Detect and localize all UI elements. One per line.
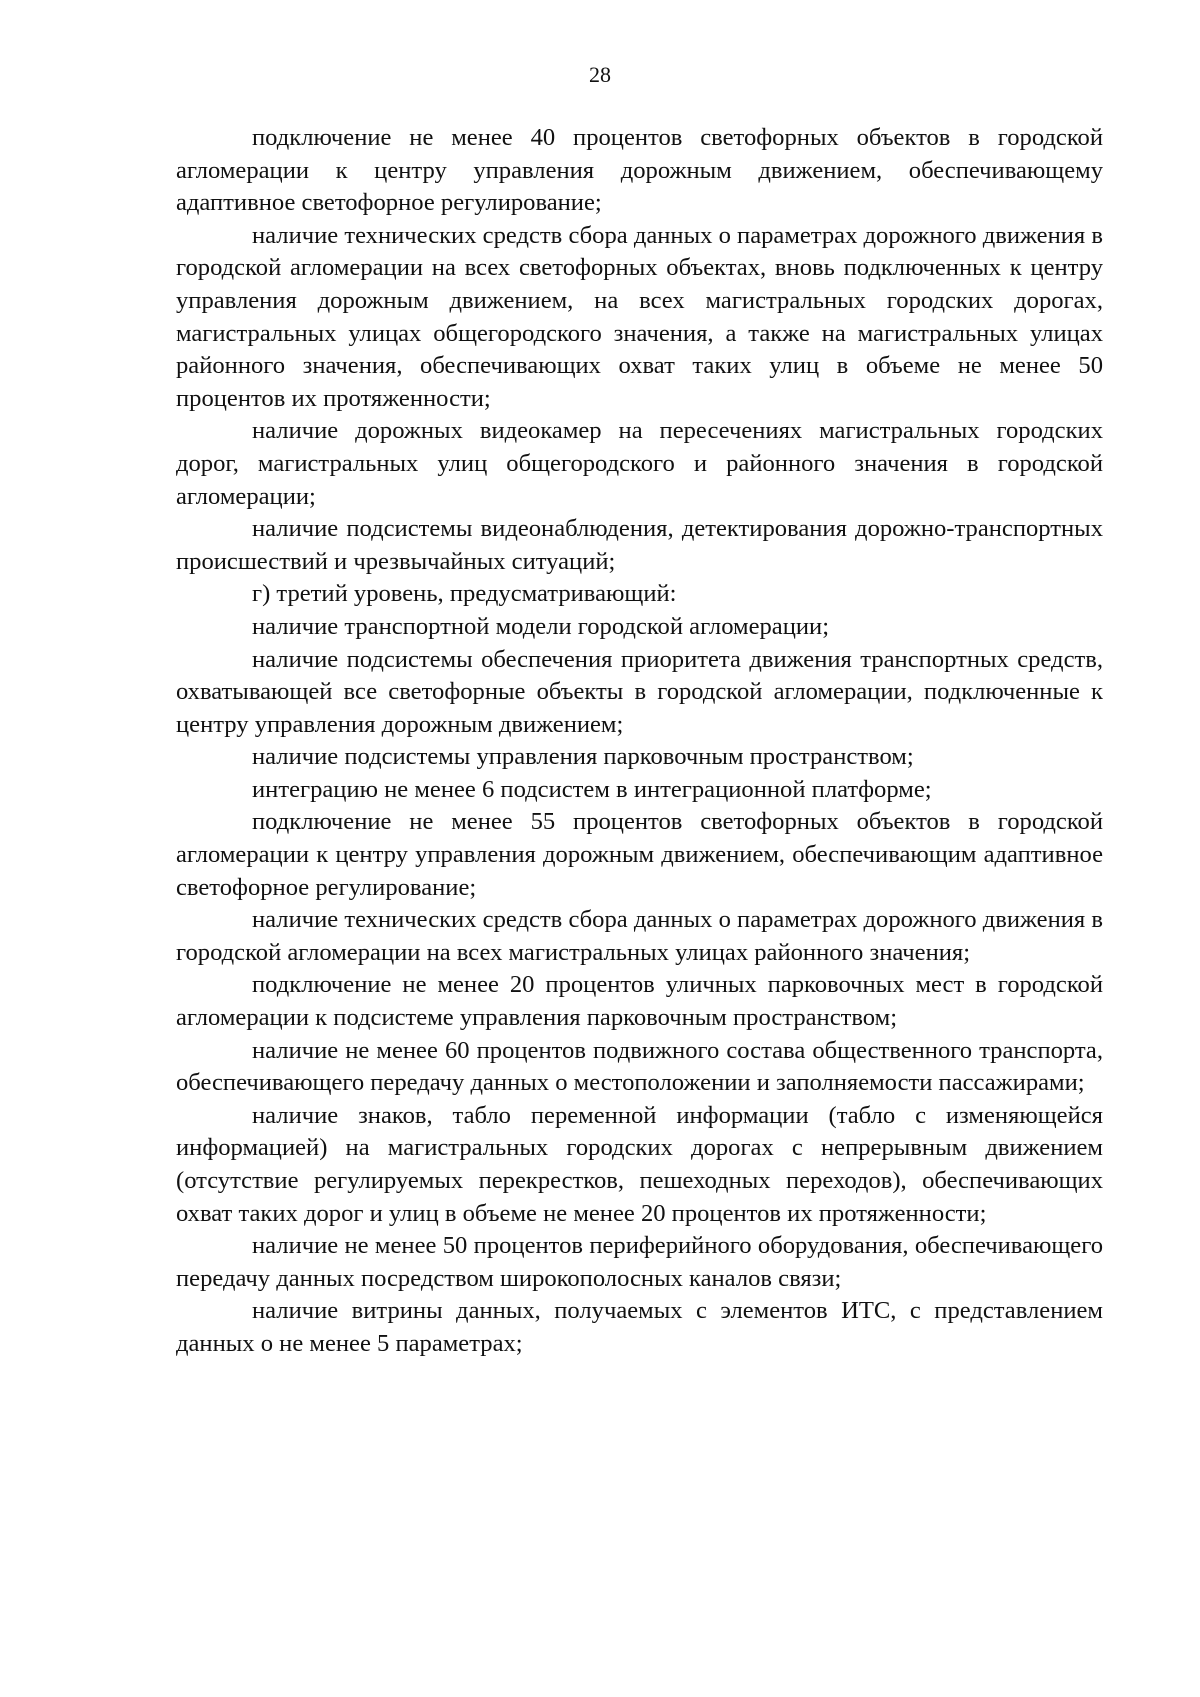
paragraph: наличие не менее 60 процентов подвижного состава общественного транспорта, обеспечивающего передачу данных о местоположении и заполняемости пассажирами; <box>176 1036 1103 1097</box>
paragraph: подключение не менее 40 процентов светофорных объектов в городской агломерации к центру управления дорожным движением, обеспечивающему адаптивное светофорное регулирование; <box>176 124 1103 217</box>
paragraph: наличие транспортной модели городской агломерации; <box>252 612 830 640</box>
paragraph: наличие технических средств сбора данных о параметрах дорожного движения в городской агломерации на всех магистральных улицах районного значения; <box>176 906 1103 966</box>
paragraph: интеграцию не менее 6 подсистем в интеграционной платформе; <box>252 775 932 803</box>
paragraph: наличие витрины данных, получаемых с элементов ИТС, с представлением данных о не менее 5 параметрах; <box>176 1297 1103 1357</box>
paragraph: г) третий уровень, предусматривающий: <box>252 580 677 608</box>
paragraph: наличие подсистемы управления парковочным пространством; <box>252 743 914 771</box>
paragraph: наличие знаков, табло переменной информации (табло с изменяющейся информацией) на магистральных городских дорогах с непрерывным движением (отсутствие регулируемых перекрестков, пешеходных переходов), обеспечивающих охват таких дорог и улиц в объеме не менее 20 процентов их протяженности; <box>176 1101 1103 1227</box>
paragraph: подключение не менее 55 процентов светофорных объектов в городской агломерации к центру управления дорожным движением, обеспечивающим адаптивное светофорное регулирование; <box>176 808 1103 901</box>
page-number: 28 <box>589 62 611 87</box>
paragraph: наличие подсистемы обеспечения приоритета движения транспортных средств, охватывающей все светофорные объекты в городской агломерации, подключенные к центру управления дорожным движением; <box>176 645 1103 738</box>
paragraph: наличие технических средств сбора данных о параметрах дорожного движения в городской агломерации на всех светофорных объектах, вновь подключенных к центру управления дорожным движением, на всех магистральных городских дорогах, магистральных улицах общегородского значения, а также на магистральных улицах районного значения, обеспечивающих охват таких улиц в объеме не менее 50 процентов их протяженности; <box>176 221 1103 412</box>
paragraph: наличие подсистемы видеонаблюдения, детектирования дорожно-транспортных происшествий и чрезвычайных ситуаций; <box>176 515 1103 575</box>
paragraph: подключение не менее 20 процентов уличных парковочных мест в городской агломерации к подсистеме управления парковочным пространством; <box>176 971 1103 1032</box>
paragraph: наличие дорожных видеокамер на пересечениях магистральных городских дорог, магистральных улиц общегородского и районного значения в городской агломерации; <box>176 417 1103 510</box>
paragraph: наличие не менее 50 процентов периферийного оборудования, обеспечивающего передачу данных посредством широкополосных каналов связи; <box>176 1232 1103 1292</box>
document-body <box>176 122 1103 1361</box>
